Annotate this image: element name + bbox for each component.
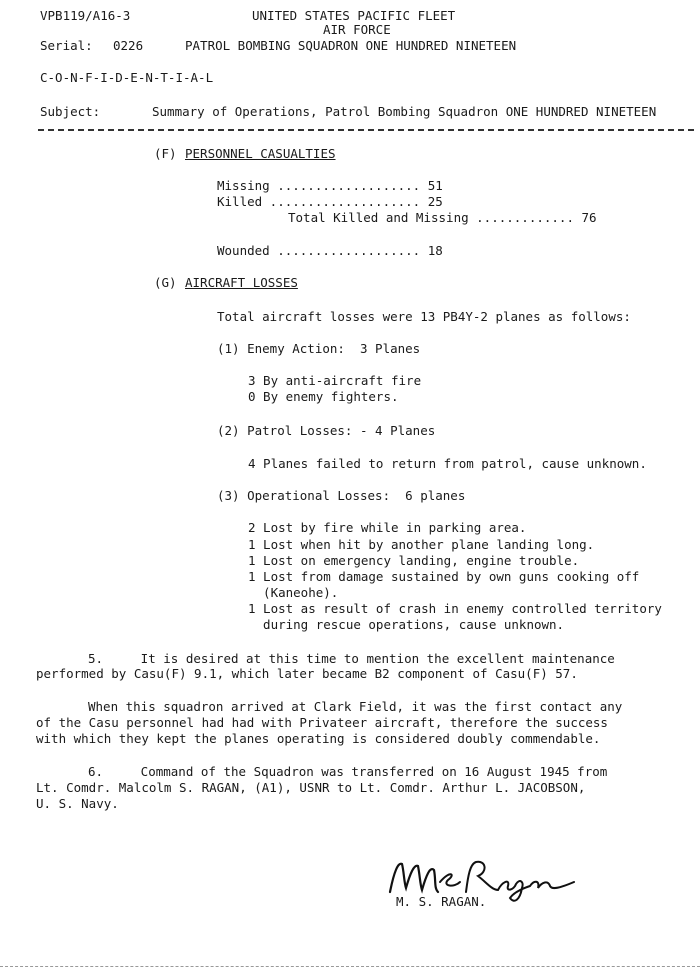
separator-line xyxy=(38,129,694,131)
para6-line: 6. Command of the Squadron was transferred on 16 August 1945 from xyxy=(88,764,608,779)
classification: C-O-N-F-I-D-E-N-T-I-A-L xyxy=(40,70,214,85)
para5-line: When this squadron arrived at Clark Field, it was the first contact any xyxy=(88,699,623,714)
list-item: 1 Lost from damage sustained by own guns cooking off xyxy=(248,569,640,584)
para6-line: U. S. Navy. xyxy=(36,796,119,811)
para5-line: performed by Casu(F) 9.1, which later became B2 component of Casu(F) 57. xyxy=(36,666,578,681)
list-item: 0 By enemy fighters. xyxy=(248,389,399,404)
missing-row: Missing ................... 51 xyxy=(217,178,443,193)
list-item: 1 Lost when hit by another plane landing long. xyxy=(248,537,595,552)
wounded-row: Wounded ................... 18 xyxy=(217,243,443,258)
file-reference: VPB119/A16-3 xyxy=(40,8,131,23)
list-item: 4 Planes failed to return from patrol, cause unknown. xyxy=(248,456,647,471)
para5-line: with which they kept the planes operating is considered doubly commendable. xyxy=(36,731,601,746)
unit-name: PATROL BOMBING SQUADRON ONE HUNDRED NINETEEN xyxy=(185,38,517,53)
para5-line: of the Casu personnel had had with Privateer aircraft, therefore the success xyxy=(36,715,608,730)
serial-value: 0226 xyxy=(113,38,144,53)
enemy-action-heading: (1) Enemy Action: 3 Planes xyxy=(217,341,421,356)
aircraft-letter: (G) xyxy=(154,275,177,290)
subject-label: Subject: xyxy=(40,104,101,119)
para5-line: 5. It is desired at this time to mention the excellent maintenance xyxy=(88,651,615,666)
list-item: 1 Lost on emergency landing, engine trouble. xyxy=(248,553,580,568)
page-edge-line xyxy=(0,966,700,967)
aircraft-intro: Total aircraft losses were 13 PB4Y-2 planes as follows: xyxy=(217,309,631,324)
casualties-letter: (F) xyxy=(154,146,177,161)
list-item: 3 By anti-aircraft fire xyxy=(248,373,422,388)
list-item: 1 Lost as result of crash in enemy controlled territory xyxy=(248,601,662,616)
org-line-1: UNITED STATES PACIFIC FLEET xyxy=(252,8,456,23)
list-item: (Kaneohe). xyxy=(248,585,339,600)
para6-line: Lt. Comdr. Malcolm S. RAGAN, (A1), USNR to Lt. Comdr. Arthur L. JACOBSON, xyxy=(36,780,586,795)
operational-losses-heading: (3) Operational Losses: 6 planes xyxy=(217,488,466,503)
patrol-losses-heading: (2) Patrol Losses: - 4 Planes xyxy=(217,423,436,438)
list-item: during rescue operations, cause unknown. xyxy=(248,617,565,632)
total-killed-missing-row: Total Killed and Missing ............. 76 xyxy=(288,210,597,225)
aircraft-heading: AIRCRAFT LOSSES xyxy=(185,275,298,290)
killed-row: Killed .................... 25 xyxy=(217,194,443,209)
org-line-2: AIR FORCE xyxy=(323,22,391,37)
casualties-heading: PERSONNEL CASUALTIES xyxy=(185,146,336,161)
serial-label: Serial: xyxy=(40,38,93,53)
list-item: 2 Lost by fire while in parking area. xyxy=(248,520,527,535)
signer-name: M. S. RAGAN. xyxy=(396,894,487,909)
subject-value: Summary of Operations, Patrol Bombing Squadron ONE HUNDRED NINETEEN xyxy=(152,104,657,119)
